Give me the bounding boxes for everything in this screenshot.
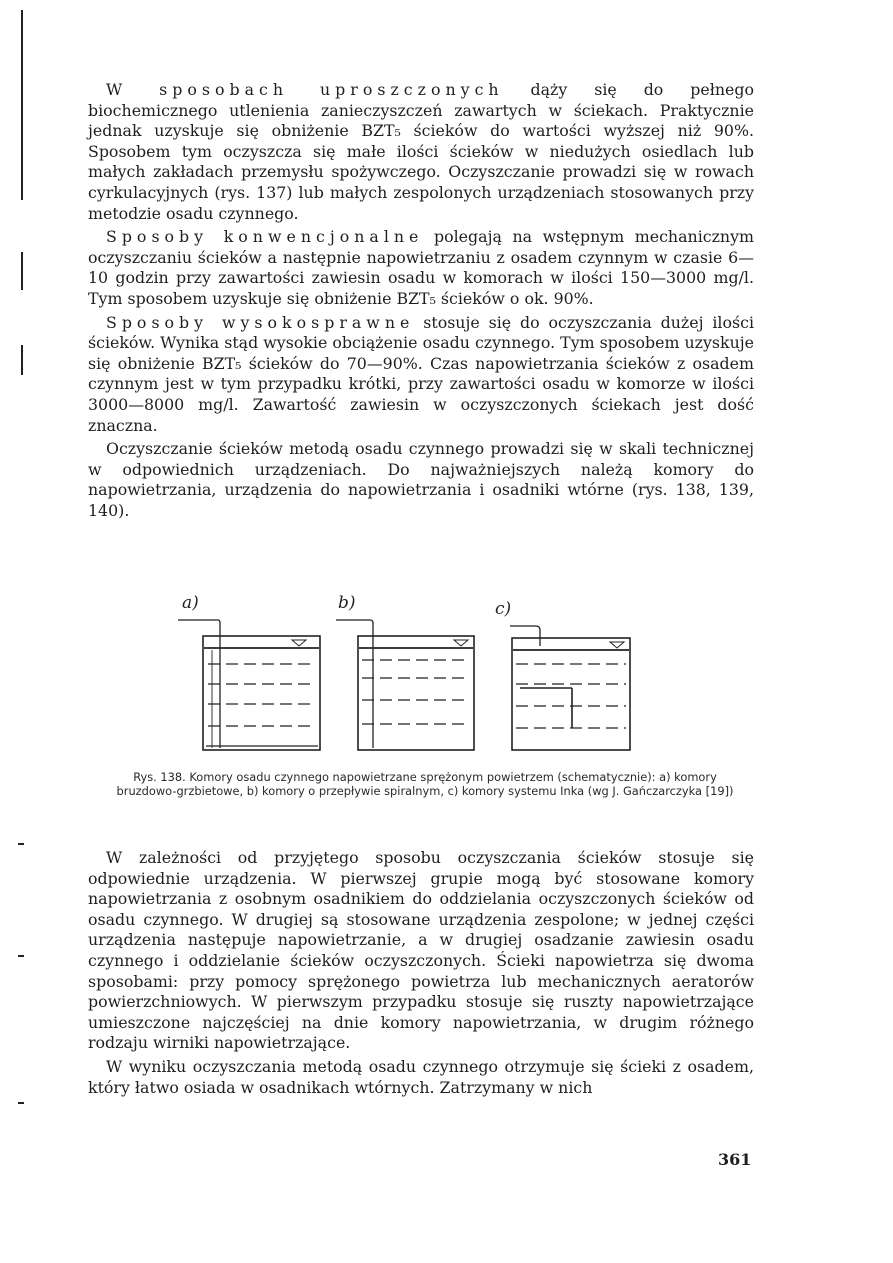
label-a: a): [182, 593, 199, 613]
paragraph-4: [88, 439, 754, 521]
scan-edge-mark: [18, 1102, 24, 1104]
figure-aeration-chambers: [170, 588, 650, 758]
paragraph-lead: W sposobach uproszczonych: [106, 80, 504, 99]
paragraph-2: [88, 227, 754, 309]
label-b: b): [338, 593, 356, 613]
paragraph-lead: Sposoby wysokosprawne: [106, 312, 415, 332]
scan-edge-line: [21, 252, 23, 290]
paragraph-text: dąży się do pełnego biochemicznego utlenienia zanieczyszczeń zawartych w ściekach. Praktycznie jednak uzyskuje się obniżenie BZT₅ ścieków do wartości wyższej niż 90%. Sposobem tym oczyszcza się małe ilości ścieków w niedużych osiedlach lub małych zakładach przemysłu spożywczego. Oczyszczanie prowadzi się w rowach cyrkulacyjnych (rys. 137) lub małych zespolonych urządzeniach stosowanych przy metodzie osadu czynnego.: [88, 80, 754, 223]
paragraph-1: [88, 80, 754, 224]
paragraph-text: stosuje się do oczyszczania dużej ilości ścieków. Wynika stąd wysokie obciążenie osadu czynnego. Tym sposobem uzyskuje się obniżenie BZT₅ ścieków do 70—90%. Czas napowietrzania ścieków z osadem czynnym jest w tym przypadku krótki, przy zawartości osadu w komorze w ilości 3000—8000 mg/l. Zawartość zawiesin w oczyszczonych ściekach jest dość znaczna.: [88, 312, 754, 435]
aeration-chambers-diagram: [170, 588, 650, 758]
label-c: c): [495, 599, 512, 619]
body-text-top: [88, 80, 754, 524]
chamber-c-diagram: [495, 599, 630, 750]
scan-edge-mark: [18, 955, 24, 957]
paragraph-lead: Sposoby konwencjonalne: [106, 227, 424, 247]
paragraph-6: W wyniku oczyszczania metodą osadu czynnego otrzymuje się ścieki z osadem, który łatwo osiada w osadnikach wtórnych. Zatrzymany w nich: [88, 1056, 754, 1097]
scan-edge-line: [21, 345, 23, 375]
body-text-bottom: [88, 848, 754, 1101]
paragraph-3: [88, 313, 754, 437]
paragraph-text: polegają na wstępnym mechanicznym oczyszczaniu ścieków a następnie napowietrzaniu z osadem czynnym w czasie 6—10 godzin przy zawartości zawiesin osadu w komorach w ilości 150—3000 mg/l. Tym sposobem uzyskuje się obniżenie BZT₅ ścieków o ok. 90%.: [88, 227, 754, 308]
paragraph-5: W zależności od przyjętego sposobu oczyszczania ścieków stosuje się odpowiednie urządzenia. W pierwszej grupie mogą być stosowane komory napowietrzania z osobnym osadnikiem do oddzielania oczyszczonych ścieków od osadu czynnego. W drugiej są stosowane urządzenia zespolone; w jednej części urządzenia następuje napowietrzanie, a w drugiej osadzanie zawiesin osadu czynnego i oddzielanie ścieków oczyszczonych. Ścieki napowietrza się dwoma sposobami: przy pomocy sprężonego powietrza lub mechanicznych aeratorów powierzchniowych. W pierwszym przypadku stosuje się ruszty napowietrzające umieszczone najczęściej na dnie komory napowietrzania, w drugim różnego rodzaju wirniki napowietrzające.: [88, 848, 754, 1053]
chamber-a-diagram: [178, 593, 320, 750]
chamber-b-diagram: [336, 593, 474, 750]
page-number: 361: [718, 1150, 752, 1169]
scan-edge-line: [21, 10, 23, 200]
scan-edge-mark: [18, 843, 24, 845]
paragraph-text: Oczyszczanie ścieków metodą osadu czynnego prowadzi się w skali technicznej w odpowiednich urządzeniach. Do najważniejszych należą komory do napowietrzania, urządzenia do napowietrzania i osadniki wtórne (rys. 138, 139, 140).: [88, 439, 754, 520]
figure-caption: Rys. 138. Komory osadu czynnego napowietrzane sprężonym powietrzem (schematycznie): a) komory bruzdowo-grzbietowe, b) komory o przepływie spiralnym, c) komory systemu Inka (wg J. Gańczarczyka [19]): [116, 770, 734, 798]
